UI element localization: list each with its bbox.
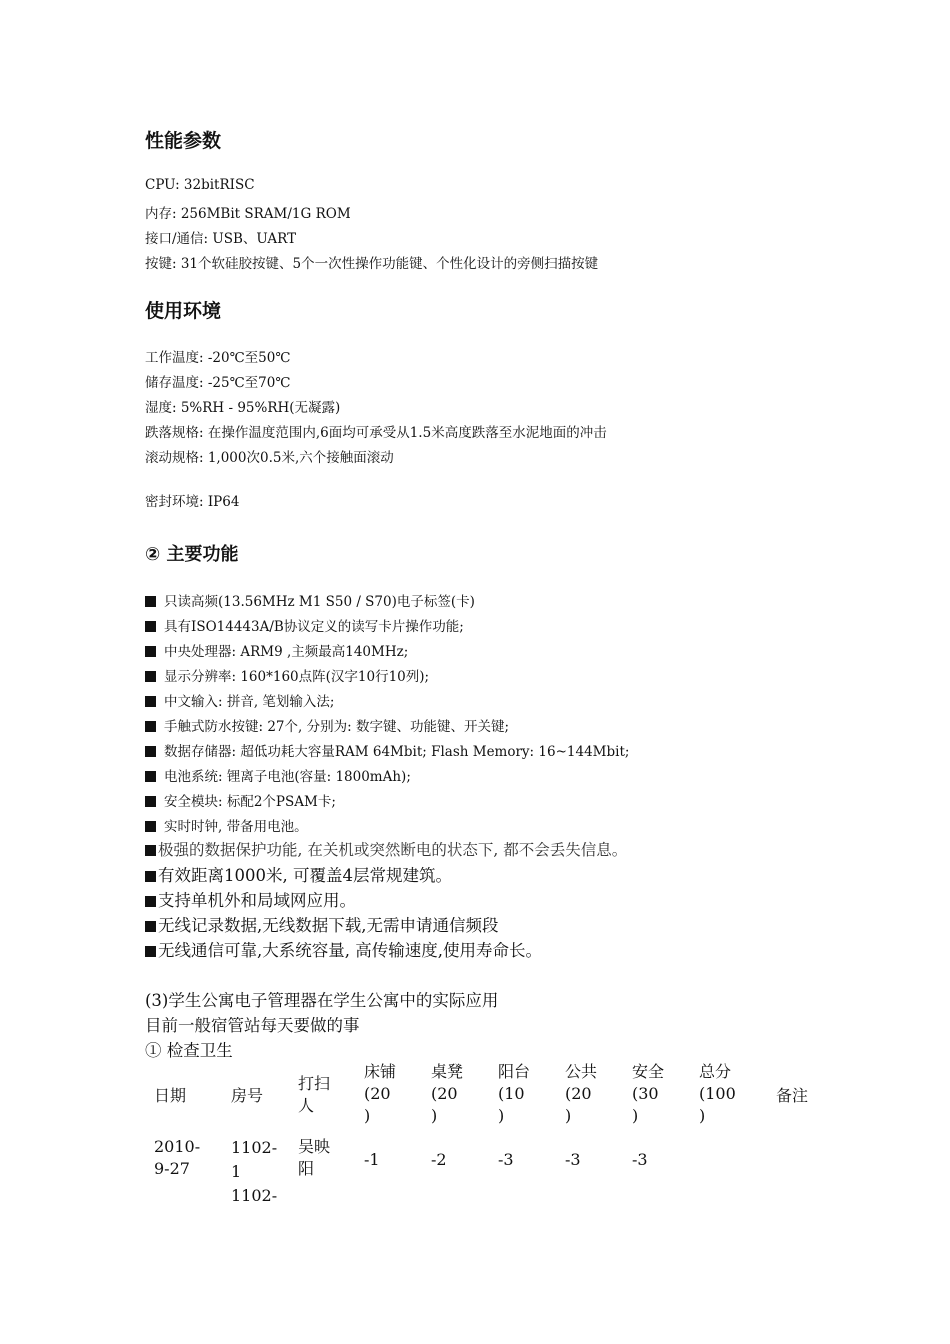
bullet-square-icon — [145, 896, 156, 907]
function-item: 只读高频(13.56MHz M1 S50 / S70)电子标签(卡) — [145, 590, 475, 610]
function-item: 具有ISO14443A/B协议定义的读写卡片操作功能; — [145, 615, 464, 635]
row-balcony: -3 — [498, 1150, 514, 1169]
function-item-large: 支持单机外和局域网应用。 — [145, 887, 356, 911]
perf-line: 接口/通信: USB、UART — [145, 231, 297, 247]
bullet-square-icon — [145, 821, 156, 832]
section-heading-functions: ② 主要功能 — [145, 544, 239, 565]
header-date: 日期 — [154, 1086, 187, 1105]
bullet-square-icon — [145, 845, 156, 856]
env-seal-line: 密封环境: IP64 — [145, 494, 240, 510]
row-date: 2010- 9-27 — [154, 1137, 201, 1178]
header-balcony: 阳台 (10 ) — [498, 1062, 531, 1125]
header-desk: 桌凳 (20 ) — [431, 1062, 464, 1125]
function-item: 实时时钟, 带备用电池。 — [145, 815, 308, 835]
bullet-square-icon — [145, 746, 156, 757]
section3-subtitle: 目前一般宿管站每天要做的事 — [145, 1016, 360, 1035]
section-heading-environment: 使用环境 — [145, 300, 222, 322]
function-item-large: 无线通信可靠,大系统容量, 高传输速度,使用寿命长。 — [145, 937, 542, 961]
env-line: 湿度: 5%RH - 95%RH(无凝露) — [145, 400, 341, 416]
function-item: 手触式防水按键: 27个, 分别为: 数字键、功能键、开关键; — [145, 715, 509, 735]
row-cleaner: 吴映 阳 — [298, 1137, 331, 1178]
bullet-square-icon — [145, 771, 156, 782]
bullet-square-icon — [145, 796, 156, 807]
function-item: 显示分辨率: 160*160点阵(汉字10行10列); — [145, 665, 429, 685]
perf-line: 内存: 256MBit SRAM/1G ROM — [145, 206, 351, 222]
env-line: 工作温度: -20℃至50℃ — [145, 350, 291, 366]
function-item: 数据存储器: 超低功耗大容量RAM 64Mbit; Flash Memory: 16~144Mbit; — [145, 740, 629, 760]
env-line: 滚动规格: 1,000次0.5米,六个接触面滚动 — [145, 450, 394, 466]
function-item: 中央处理器: ARM9 ,主频最高140MHz; — [145, 640, 408, 660]
header-note: 备注 — [776, 1086, 809, 1105]
header-total: 总分 (100 ) — [699, 1062, 736, 1125]
function-item-large: 极强的数据保护功能, 在关机或突然断电的状态下, 都不会丢失信息。 — [145, 838, 627, 860]
header-bed: 床铺 (20 ) — [364, 1062, 397, 1125]
section3-item: ① 检查卫生 — [145, 1041, 233, 1060]
bullet-square-icon — [145, 946, 156, 957]
bullet-square-icon — [145, 921, 156, 932]
env-line: 跌落规格: 在操作温度范围内,6面均可承受从1.5米高度跌落至水泥地面的冲击 — [145, 425, 607, 441]
function-item: 中文输入: 拼音, 笔划输入法; — [145, 690, 334, 710]
perf-line: CPU: 32bitRISC — [145, 177, 255, 193]
section-heading-performance: 性能参数 — [145, 130, 222, 152]
bullet-square-icon — [145, 621, 156, 632]
header-cleaner: 打扫 人 — [298, 1074, 331, 1115]
row-room: 1102- 1 1102- — [231, 1138, 278, 1205]
header-public: 公共 (20 ) — [565, 1062, 598, 1125]
bullet-square-icon — [145, 596, 156, 607]
header-room: 房号 — [231, 1086, 264, 1105]
function-item-large: 无线记录数据,无线数据下载,无需申请通信频段 — [145, 912, 499, 936]
env-line: 储存温度: -25℃至70℃ — [145, 375, 291, 391]
bullet-square-icon — [145, 671, 156, 682]
row-safety: -3 — [632, 1150, 648, 1169]
row-public: -3 — [565, 1150, 581, 1169]
function-item: 安全模块: 标配2个PSAM卡; — [145, 790, 336, 810]
row-desk: -2 — [431, 1150, 447, 1169]
section3-title: (3)学生公寓电子管理器在学生公寓中的实际应用 — [145, 991, 499, 1010]
bullet-square-icon — [145, 646, 156, 657]
function-item-large: 有效距离1000米, 可覆盖4层常规建筑。 — [145, 862, 452, 886]
function-item: 电池系统: 锂离子电池(容量: 1800mAh); — [145, 765, 411, 785]
header-safety: 安全 (30 ) — [632, 1062, 665, 1125]
bullet-square-icon — [145, 721, 156, 732]
bullet-square-icon — [145, 871, 156, 882]
row-bed: -1 — [364, 1150, 380, 1169]
perf-line: 按键: 31个软硅胶按键、5个一次性操作功能键、个性化设计的旁侧扫描按键 — [145, 256, 599, 272]
bullet-square-icon — [145, 696, 156, 707]
